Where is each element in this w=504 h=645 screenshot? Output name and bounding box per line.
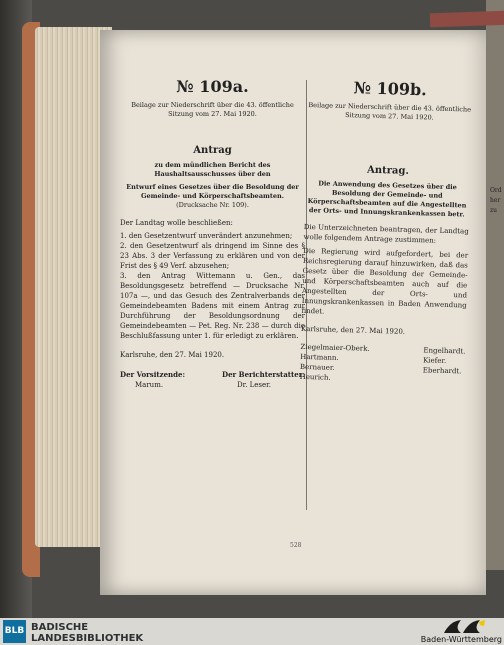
bookmark-ribbon xyxy=(430,11,504,28)
library-name-line1: BADISCHE xyxy=(31,622,89,633)
left-supplement-line: Beilage zur Niederschrift über die 43. öffentliche Sitzung vom 27. Mai 1920. xyxy=(131,101,294,118)
signer-name: Heurich. xyxy=(299,372,331,382)
signer-name: Hartmann. xyxy=(300,352,339,362)
signer-name: Ziegelmaier-Oberk. xyxy=(300,342,370,353)
right-signatures xyxy=(300,342,466,387)
reporter-label: Der Berichterstatter: xyxy=(222,370,305,379)
left-place-date: Karlsruhe, den 27. Mai 1920. xyxy=(120,351,225,359)
right-page-number: № 109b. xyxy=(353,78,428,100)
report-line: zu dem mündlichen Bericht des Haushaltsausschusses über den xyxy=(154,161,271,178)
library-name xyxy=(31,622,143,644)
signer-name: Bernauer. xyxy=(299,362,335,372)
right-page-edge xyxy=(486,0,504,570)
draft-title: Entwurf eines Gesetzes über die Besoldung der Gemeinde- und Körperschaftsbeamten. xyxy=(126,183,299,200)
signer-name: Kiefer. xyxy=(423,356,447,365)
left-document-column xyxy=(120,78,305,390)
chair-label: Der Vorsitzende: xyxy=(120,370,186,379)
library-name-line2: LANDESBIBLIOTHEK xyxy=(31,633,144,644)
folio-number: 528 xyxy=(290,542,302,549)
resolution-item: 3. den Antrag Wittemann u. Gen., das Besoldungsgesetz betreffend — Drucksache Nr. 107a —, und das Gesuch des Zentralverbands der Gemeindebeamten Badens mit einem Antrag zur Durchführung der Besoldungsordnung der Gemeindebeamten — Pet. Reg. Nr. 238 — durch die Beschlußfassung unter 1. für erledigt zu erklären. xyxy=(120,272,305,340)
right-place-date: Karlsruhe, den 27. Mai 1920. xyxy=(300,324,406,336)
right-signers xyxy=(422,345,465,386)
state-name: Baden-Württemberg xyxy=(420,635,502,644)
signer-name: Eberhardt. xyxy=(422,366,462,376)
left-page-number: № 109a. xyxy=(176,77,249,96)
footer xyxy=(0,618,504,645)
resolution-item: 1. den Gesetzentwurf unverändert anzunehmen; xyxy=(120,232,293,240)
signer-name: Engelhardt. xyxy=(423,346,466,356)
reporter-name: Dr. Leser. xyxy=(237,381,271,389)
reporter-signature xyxy=(222,370,305,390)
resolution-item: 2. den Gesetzentwurf als dringend im Sinne des § 23 Abs. 3 der Verfassung zu erklären und von der Frist des § 49 Verf. abzusehen; xyxy=(120,242,305,270)
right-intro: Die Unterzeichneten beantragen, der Landtag wolle folgendem Antrage zustimmen: xyxy=(303,222,469,245)
right-supplement-line: Beilage zur Niederschrift über die 43. öffentliche Sitzung vom 27. Mai 1920. xyxy=(308,101,472,122)
right-heading: Antrag. xyxy=(366,164,410,177)
right-document-column xyxy=(300,78,473,386)
margin-note: Ord xyxy=(490,187,502,194)
chair-signature xyxy=(120,370,185,390)
margin-note: her xyxy=(490,197,501,204)
right-subject: Die Anwendung des Gesetzes über die Besoldung der Gemeinde- und Körperschaftsbeamten auf die Angestellten der Orts- und Innungskrankenkassen betr. xyxy=(307,179,467,219)
baden-wuerttemberg-lions-icon xyxy=(441,617,489,636)
left-signers xyxy=(300,342,370,384)
chair-name: Marum. xyxy=(135,381,164,389)
margin-note: zu xyxy=(490,207,498,214)
left-heading: Antrag xyxy=(193,145,232,156)
signature-row xyxy=(120,370,305,390)
right-body: Die Regierung wird aufgefordert, bei der Reichsregierung darauf hinzuwirken, daß das Gesetz über die Besoldung der Gemeinde- und Körperschaftsbeamten auch auf die Angestellten der Orts- und Innungskrankenkassen in Baden Anwendung findet. xyxy=(301,246,469,316)
reference-line: (Drucksache Nr. 109). xyxy=(176,201,249,209)
resolution-intro: Der Landtag wolle beschließen: xyxy=(120,219,233,227)
library-logo-icon: BLB xyxy=(3,620,26,643)
margin-notes xyxy=(490,186,504,216)
